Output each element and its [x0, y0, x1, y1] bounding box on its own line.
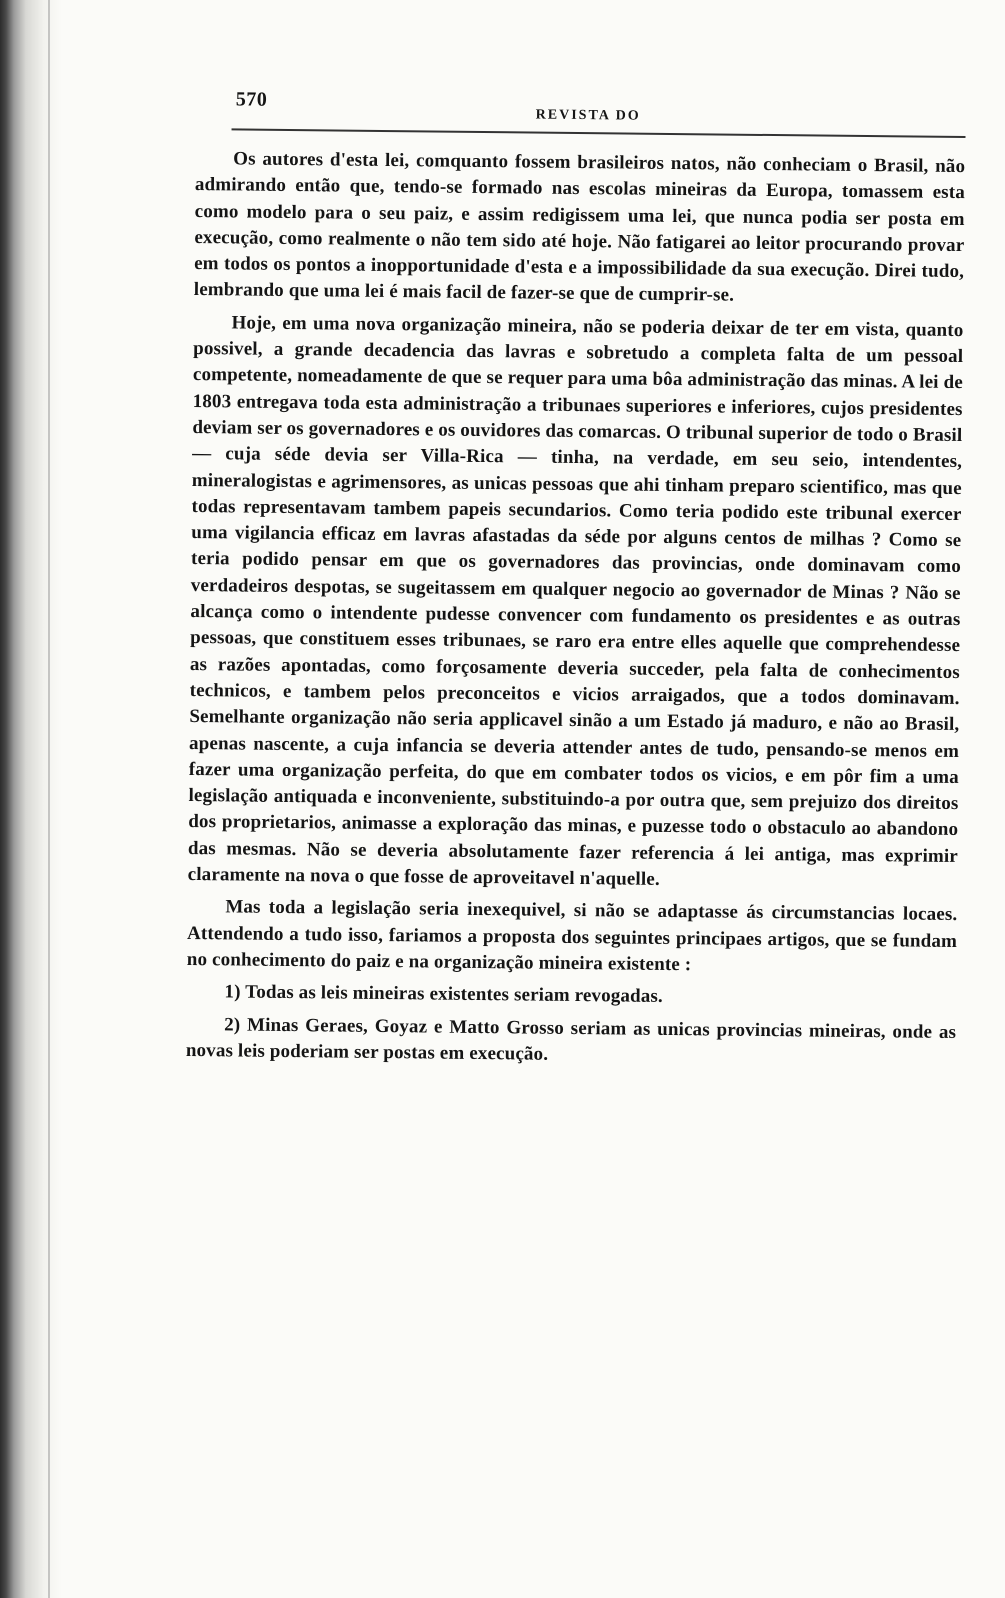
page-number: 570 [235, 88, 268, 111]
item-number: 2) [224, 1013, 241, 1036]
item-number: 1) [224, 981, 241, 1003]
paragraph-new-organization: Hoje, em uma nova organização mineira, não se poderia deixar de ter em vista, quanto possivel, a grande decadencia das lavras e sobretudo a completa falta de um pessoal competente, nomeadamente de que se requer para uma bôa administração das minas. A lei de 1803 entregava toda esta administração a tribunaes superiores e inferiores, cujos presidentes deviam ser os governadores e os ouvidores das comarcas. O tribunal superior de todo o Brasil — cuja séde devia ser Villa-Rica — tinha, na verdade, em seu seio, intendentes, mineralogistas e agrimensores, as unicas pessoas que ahi tinham preparo scientifico, mas que todas representavam tambem papeis secundarios. Como teria podido este tribunal exercer uma vigilancia efficaz em lavras afastadas da séde por alguns centos de milhas ? Como se teria podido pensar em que os governadores das provincias, onde dominavam como verdadeiros despotas, se sugeitassem em qualquer negocio ao governador de Minas ? Não se alcança como o intendente pudesse convencer com fundamento os presidentes e as outras pessoas, que constituem esses tribunaes, se raro era entre elles aquelle que comprehendesse as razões apontadas, como forçosamente deveria succeder, pela falta de conhecimentos technicos, e tambem pelos preconceitos e vicios arraigados, que a todos dominavam. Semelhante organização não seria applicavel sinão a um Estado já maduro, e não ao Brasil, apenas nascente, a cuja infancia se deveria attender antes de tudo, pensando-se menos em fazer uma organização perfeita, do que em combater todos os vicios, e em pôr fim a uma legislação antiquada e inconveniente, substituindo-a por outra que, sem prejuizo dos direitos dos proprietarios, animasse a exploração das minas, e puzesse todo o obstaculo ao abandono das mesmas. Não se deveria absolutamente fazer referencia á lei antiga, mas exprimir claramente na nova o que fosse de aproveitavel n'aquelle. [187, 312, 964, 890]
page-body [186, 130, 966, 1072]
book-binding-edge [0, 0, 62, 1598]
list-item [186, 1011, 957, 1072]
book-page [186, 84, 966, 1078]
page-header [196, 84, 966, 138]
item-text: Minas Geraes, Goyaz e Matto Grosso seriam as unicas provincias mineiras, onde as novas leis poderiam ser postas em execução. [185, 1014, 957, 1065]
binding-crease [48, 0, 50, 1598]
list-item [186, 979, 956, 1013]
paragraph-authors: Os autores d'esta lei, comquanto fossem brasileiros natos, não conheciam o Brasil, não admirando então que, tendo-se formado nas escolas mineiras da Europa, tomassem esta como modelo para o seu paiz, e assim redigissem uma lei, que nunca podia ser posta em execução, como realmente o não tem sido até hoje. Não fatigarei ao leitor procurando provar em todos os pontos a inopportunidade d'esta e a impossibilidade da sua execução. Direi tudo, lembrando que uma lei é mais facil de fazer-se que de cumprir-se. [193, 148, 966, 307]
running-head: REVISTA DO [535, 107, 641, 124]
paragraph-proposal: Mas toda a legislação seria inexequivel, si não se adaptasse ás circumstancias locaes. Attendendo a tudo isso, fariamos a proposta dos seguintes principaes artigos, que se fundam no conhecimento do paiz e na organização mineira existente : [186, 896, 958, 976]
item-text: Todas as leis mineiras existentes seriam revogadas. [245, 981, 664, 1008]
